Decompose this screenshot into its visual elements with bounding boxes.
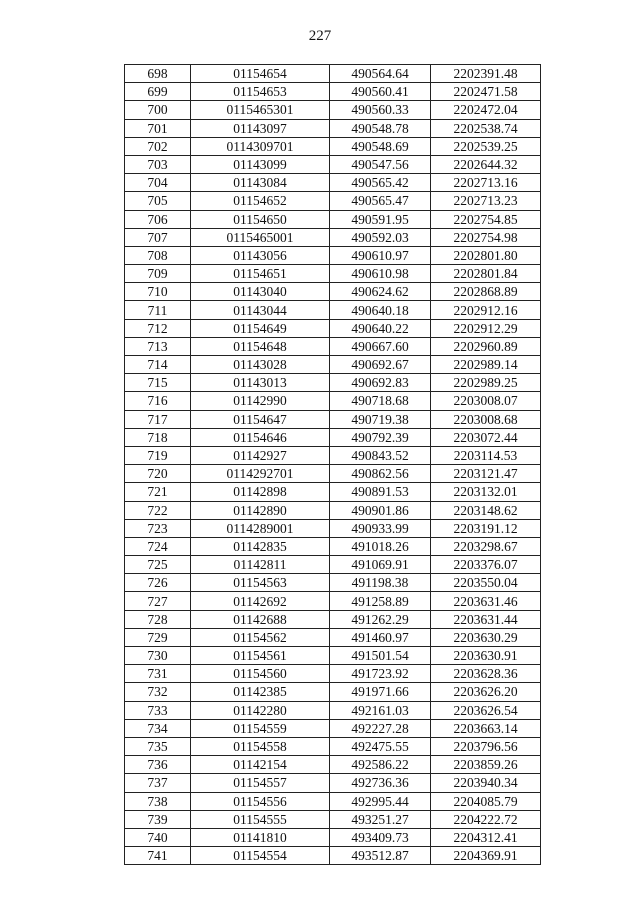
table-row [125, 537, 541, 555]
x-coordinate-cell: 491198.38 [330, 574, 431, 592]
point-code-cell: 01154563 [191, 574, 330, 592]
table-row [125, 228, 541, 246]
point-number-cell: 700 [125, 101, 191, 119]
x-coordinate-cell: 491460.97 [330, 628, 431, 646]
table-row [125, 155, 541, 173]
point-code-cell: 01143028 [191, 356, 330, 374]
point-code-cell: 01142811 [191, 556, 330, 574]
table-row [125, 628, 541, 646]
x-coordinate-cell: 490591.95 [330, 210, 431, 228]
point-code-cell: 01154650 [191, 210, 330, 228]
point-number-cell: 723 [125, 519, 191, 537]
point-code-cell: 01154555 [191, 810, 330, 828]
y-coordinate-cell: 2204085.79 [431, 792, 541, 810]
y-coordinate-cell: 2203940.34 [431, 774, 541, 792]
point-number-cell: 730 [125, 647, 191, 665]
x-coordinate-cell: 490719.38 [330, 410, 431, 428]
y-coordinate-cell: 2202801.80 [431, 246, 541, 264]
y-coordinate-cell: 2203121.47 [431, 465, 541, 483]
table-row [125, 119, 541, 137]
point-number-cell: 712 [125, 319, 191, 337]
x-coordinate-cell: 493409.73 [330, 828, 431, 846]
y-coordinate-cell: 2202644.32 [431, 155, 541, 173]
x-coordinate-cell: 490933.99 [330, 519, 431, 537]
point-number-cell: 740 [125, 828, 191, 846]
point-code-cell: 01143013 [191, 374, 330, 392]
table-row [125, 719, 541, 737]
y-coordinate-cell: 2202754.85 [431, 210, 541, 228]
point-code-cell: 01143099 [191, 155, 330, 173]
y-coordinate-cell: 2203376.07 [431, 556, 541, 574]
point-code-cell: 01154556 [191, 792, 330, 810]
point-code-cell: 01154560 [191, 665, 330, 683]
point-code-cell: 01142154 [191, 756, 330, 774]
y-coordinate-cell: 2202989.14 [431, 356, 541, 374]
point-code-cell: 01142990 [191, 392, 330, 410]
point-code-cell: 0115465001 [191, 228, 330, 246]
x-coordinate-cell: 491971.66 [330, 683, 431, 701]
table-row [125, 483, 541, 501]
table-row [125, 101, 541, 119]
page-number: 227 [308, 28, 332, 44]
point-number-cell: 708 [125, 246, 191, 264]
y-coordinate-cell: 2202989.25 [431, 374, 541, 392]
y-coordinate-cell: 2203630.29 [431, 628, 541, 646]
x-coordinate-cell: 493251.27 [330, 810, 431, 828]
point-number-cell: 735 [125, 737, 191, 755]
y-coordinate-cell: 2203132.01 [431, 483, 541, 501]
table-row [125, 501, 541, 519]
point-code-cell: 01142280 [191, 701, 330, 719]
x-coordinate-cell: 491723.92 [330, 665, 431, 683]
point-number-cell: 731 [125, 665, 191, 683]
table-row [125, 665, 541, 683]
point-number-cell: 728 [125, 610, 191, 628]
x-coordinate-cell: 490667.60 [330, 337, 431, 355]
point-code-cell: 01143040 [191, 283, 330, 301]
x-coordinate-cell: 492586.22 [330, 756, 431, 774]
table-row [125, 847, 541, 865]
point-code-cell: 01142688 [191, 610, 330, 628]
point-number-cell: 727 [125, 592, 191, 610]
x-coordinate-cell: 490692.67 [330, 356, 431, 374]
y-coordinate-cell: 2203631.46 [431, 592, 541, 610]
point-number-cell: 737 [125, 774, 191, 792]
point-code-cell: 01154648 [191, 337, 330, 355]
table-row [125, 756, 541, 774]
point-code-cell: 01154653 [191, 83, 330, 101]
point-number-cell: 734 [125, 719, 191, 737]
y-coordinate-cell: 2203626.20 [431, 683, 541, 701]
table-row [125, 792, 541, 810]
y-coordinate-cell: 2203008.68 [431, 410, 541, 428]
point-code-cell: 0115465301 [191, 101, 330, 119]
point-number-cell: 721 [125, 483, 191, 501]
point-number-cell: 722 [125, 501, 191, 519]
x-coordinate-cell: 491501.54 [330, 647, 431, 665]
x-coordinate-cell: 490692.83 [330, 374, 431, 392]
table-row [125, 610, 541, 628]
table-row [125, 210, 541, 228]
y-coordinate-cell: 2202960.89 [431, 337, 541, 355]
y-coordinate-cell: 2202801.84 [431, 265, 541, 283]
point-number-cell: 718 [125, 428, 191, 446]
y-coordinate-cell: 2202912.29 [431, 319, 541, 337]
table-row [125, 519, 541, 537]
y-coordinate-cell: 2203191.12 [431, 519, 541, 537]
point-number-cell: 713 [125, 337, 191, 355]
table-row [125, 446, 541, 464]
table-row [125, 465, 541, 483]
x-coordinate-cell: 492227.28 [330, 719, 431, 737]
coordinates-table [124, 64, 541, 865]
point-number-cell: 705 [125, 192, 191, 210]
point-code-cell: 0114292701 [191, 465, 330, 483]
table-row [125, 683, 541, 701]
x-coordinate-cell: 490792.39 [330, 428, 431, 446]
y-coordinate-cell: 2203630.91 [431, 647, 541, 665]
point-number-cell: 732 [125, 683, 191, 701]
point-number-cell: 719 [125, 446, 191, 464]
point-number-cell: 706 [125, 210, 191, 228]
x-coordinate-cell: 490640.18 [330, 301, 431, 319]
x-coordinate-cell: 490901.86 [330, 501, 431, 519]
y-coordinate-cell: 2202472.04 [431, 101, 541, 119]
y-coordinate-cell: 2202713.23 [431, 192, 541, 210]
table-row [125, 283, 541, 301]
point-code-cell: 01154647 [191, 410, 330, 428]
point-code-cell: 01143056 [191, 246, 330, 264]
point-code-cell: 01142927 [191, 446, 330, 464]
y-coordinate-cell: 2202713.16 [431, 174, 541, 192]
x-coordinate-cell: 490640.22 [330, 319, 431, 337]
point-code-cell: 01143044 [191, 301, 330, 319]
x-coordinate-cell: 490592.03 [330, 228, 431, 246]
y-coordinate-cell: 2203628.36 [431, 665, 541, 683]
table-row [125, 647, 541, 665]
point-number-cell: 714 [125, 356, 191, 374]
table-body [125, 65, 541, 865]
point-code-cell: 01142692 [191, 592, 330, 610]
point-code-cell: 01154649 [191, 319, 330, 337]
x-coordinate-cell: 490560.33 [330, 101, 431, 119]
table-row [125, 592, 541, 610]
y-coordinate-cell: 2203148.62 [431, 501, 541, 519]
point-number-cell: 729 [125, 628, 191, 646]
point-number-cell: 733 [125, 701, 191, 719]
x-coordinate-cell: 490564.64 [330, 65, 431, 83]
x-coordinate-cell: 492736.36 [330, 774, 431, 792]
table-row [125, 319, 541, 337]
y-coordinate-cell: 2203859.26 [431, 756, 541, 774]
y-coordinate-cell: 2202391.48 [431, 65, 541, 83]
y-coordinate-cell: 2204369.91 [431, 847, 541, 865]
point-code-cell: 01154554 [191, 847, 330, 865]
point-number-cell: 715 [125, 374, 191, 392]
point-number-cell: 726 [125, 574, 191, 592]
table-row [125, 192, 541, 210]
point-number-cell: 724 [125, 537, 191, 555]
x-coordinate-cell: 491069.91 [330, 556, 431, 574]
table-row [125, 410, 541, 428]
point-code-cell: 01142898 [191, 483, 330, 501]
point-number-cell: 704 [125, 174, 191, 192]
point-number-cell: 717 [125, 410, 191, 428]
point-number-cell: 703 [125, 155, 191, 173]
x-coordinate-cell: 490610.97 [330, 246, 431, 264]
x-coordinate-cell: 490547.56 [330, 155, 431, 173]
y-coordinate-cell: 2203796.56 [431, 737, 541, 755]
point-number-cell: 711 [125, 301, 191, 319]
x-coordinate-cell: 490843.52 [330, 446, 431, 464]
point-code-cell: 01142890 [191, 501, 330, 519]
x-coordinate-cell: 490548.78 [330, 119, 431, 137]
point-code-cell: 0114309701 [191, 137, 330, 155]
point-number-cell: 701 [125, 119, 191, 137]
table-row [125, 337, 541, 355]
point-number-cell: 738 [125, 792, 191, 810]
y-coordinate-cell: 2202539.25 [431, 137, 541, 155]
x-coordinate-cell: 492475.55 [330, 737, 431, 755]
table-row [125, 774, 541, 792]
x-coordinate-cell: 490610.98 [330, 265, 431, 283]
point-number-cell: 710 [125, 283, 191, 301]
x-coordinate-cell: 490718.68 [330, 392, 431, 410]
point-code-cell: 01154646 [191, 428, 330, 446]
y-coordinate-cell: 2203008.07 [431, 392, 541, 410]
point-code-cell: 01142385 [191, 683, 330, 701]
x-coordinate-cell: 493512.87 [330, 847, 431, 865]
point-code-cell: 01143097 [191, 119, 330, 137]
point-code-cell: 01142835 [191, 537, 330, 555]
x-coordinate-cell: 490565.42 [330, 174, 431, 192]
table-row [125, 374, 541, 392]
point-code-cell: 01154562 [191, 628, 330, 646]
point-code-cell: 0114289001 [191, 519, 330, 537]
point-code-cell: 01154557 [191, 774, 330, 792]
table-row [125, 392, 541, 410]
table-row [125, 810, 541, 828]
y-coordinate-cell: 2203663.14 [431, 719, 541, 737]
x-coordinate-cell: 492995.44 [330, 792, 431, 810]
y-coordinate-cell: 2202471.58 [431, 83, 541, 101]
point-number-cell: 725 [125, 556, 191, 574]
point-code-cell: 01143084 [191, 174, 330, 192]
y-coordinate-cell: 2202754.98 [431, 228, 541, 246]
point-number-cell: 716 [125, 392, 191, 410]
table-row [125, 701, 541, 719]
table-row [125, 137, 541, 155]
y-coordinate-cell: 2203631.44 [431, 610, 541, 628]
y-coordinate-cell: 2204312.41 [431, 828, 541, 846]
table-row [125, 737, 541, 755]
x-coordinate-cell: 491018.26 [330, 537, 431, 555]
table-row [125, 356, 541, 374]
point-number-cell: 699 [125, 83, 191, 101]
point-code-cell: 01154561 [191, 647, 330, 665]
point-number-cell: 702 [125, 137, 191, 155]
y-coordinate-cell: 2203550.04 [431, 574, 541, 592]
x-coordinate-cell: 490560.41 [330, 83, 431, 101]
table-row [125, 65, 541, 83]
y-coordinate-cell: 2202912.16 [431, 301, 541, 319]
table-row [125, 828, 541, 846]
y-coordinate-cell: 2202868.89 [431, 283, 541, 301]
x-coordinate-cell: 490891.53 [330, 483, 431, 501]
point-code-cell: 01154558 [191, 737, 330, 755]
table-row [125, 556, 541, 574]
point-number-cell: 709 [125, 265, 191, 283]
table-row [125, 265, 541, 283]
x-coordinate-cell: 490862.56 [330, 465, 431, 483]
y-coordinate-cell: 2203626.54 [431, 701, 541, 719]
table-row [125, 174, 541, 192]
point-number-cell: 698 [125, 65, 191, 83]
y-coordinate-cell: 2203298.67 [431, 537, 541, 555]
table-row [125, 428, 541, 446]
y-coordinate-cell: 2203072.44 [431, 428, 541, 446]
point-number-cell: 741 [125, 847, 191, 865]
point-code-cell: 01154652 [191, 192, 330, 210]
point-code-cell: 01154654 [191, 65, 330, 83]
y-coordinate-cell: 2203114.53 [431, 446, 541, 464]
table-row [125, 246, 541, 264]
y-coordinate-cell: 2202538.74 [431, 119, 541, 137]
point-code-cell: 01154651 [191, 265, 330, 283]
x-coordinate-cell: 490624.62 [330, 283, 431, 301]
x-coordinate-cell: 491258.89 [330, 592, 431, 610]
point-number-cell: 736 [125, 756, 191, 774]
point-number-cell: 707 [125, 228, 191, 246]
point-code-cell: 01141810 [191, 828, 330, 846]
x-coordinate-cell: 490548.69 [330, 137, 431, 155]
x-coordinate-cell: 491262.29 [330, 610, 431, 628]
point-number-cell: 739 [125, 810, 191, 828]
table-row [125, 83, 541, 101]
x-coordinate-cell: 490565.47 [330, 192, 431, 210]
point-number-cell: 720 [125, 465, 191, 483]
table-row [125, 301, 541, 319]
x-coordinate-cell: 492161.03 [330, 701, 431, 719]
table-row [125, 574, 541, 592]
y-coordinate-cell: 2204222.72 [431, 810, 541, 828]
point-code-cell: 01154559 [191, 719, 330, 737]
